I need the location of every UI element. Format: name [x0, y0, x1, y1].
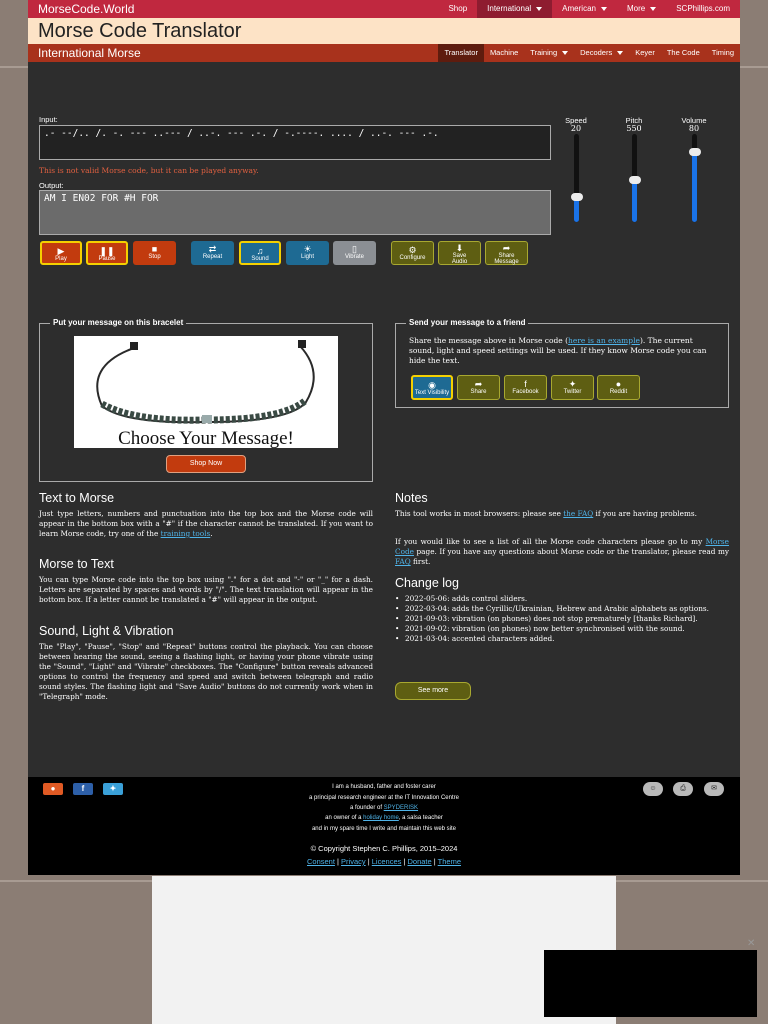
footer-link-privacy[interactable]: Privacy	[341, 857, 366, 866]
top-nav-label: SCPhillips.com	[676, 4, 730, 13]
footer-link-licences[interactable]: Licences	[371, 857, 402, 866]
reddit-share-button[interactable]	[597, 375, 640, 400]
volume-value: 80	[688, 124, 700, 133]
bracelet-caption: Choose Your Message!	[118, 428, 294, 448]
footer-link-donate[interactable]: Donate	[407, 857, 432, 866]
top-nav-label: International	[487, 4, 532, 13]
pause-icon: ❚❚	[99, 246, 115, 256]
bracelet-illustration	[74, 336, 338, 448]
footer-line-4: an owner of a holiday home, a salsa teacher	[325, 815, 443, 821]
tab-label: The Code	[666, 48, 700, 57]
share-description: Share the message above in Morse code (here is an example). The current sound, light and speed settings will be used. If they know Morse code you can hide the text.	[409, 336, 707, 365]
vibrate-icon: ▯	[352, 244, 357, 254]
footer-line-2: a principal research engineer at the IT Innovation Centre	[309, 795, 459, 801]
bracelet-panel-title: Put your message on this bracelet	[50, 318, 186, 327]
tab-the-code[interactable]	[661, 44, 706, 62]
top-nav-international[interactable]	[477, 0, 552, 18]
sound-toggle[interactable]: ♫ Sound	[239, 241, 281, 265]
changelog-item: • 2021-09-02: vibration (on phones) now better synchronised with the sound.	[395, 624, 725, 634]
play-icon: ▶	[57, 246, 65, 256]
link-separator: |	[334, 857, 342, 866]
volume-slider-fill	[692, 152, 697, 222]
tab-keyer[interactable]	[629, 44, 661, 62]
play-button[interactable]: ▶ Play	[40, 241, 82, 265]
training-tools-link[interactable]: training tools	[160, 529, 211, 538]
repeat-icon: ⇄	[208, 244, 217, 254]
page-header	[28, 18, 740, 44]
pause-button[interactable]: ❚❚ Pause	[86, 241, 128, 265]
vibrate-toggle[interactable]: ▯ Vibrate	[333, 241, 376, 265]
email-icon[interactable]: ✉	[704, 782, 724, 796]
shop-now-button[interactable]: Shop Now	[166, 455, 246, 473]
configure-button[interactable]: ⚙ Configure	[391, 241, 434, 265]
light-toggle[interactable]: ☀ Light	[286, 241, 329, 265]
footer-line-1: I am a husband, father and foster carer	[332, 784, 436, 790]
site-brand[interactable]: MorseCode.World	[38, 2, 135, 16]
download-icon: ⬇	[455, 243, 464, 253]
footer-link-consent[interactable]: Consent	[306, 857, 335, 866]
notes-para-2: If you would like to see a list of all the Morse code characters please go to my Morse Code page. If you have any questions about Morse code or the translator, please read my FAQ first.	[395, 537, 729, 566]
pitch-label: Pitch	[625, 116, 643, 125]
chat-icon[interactable]: ☺	[643, 782, 663, 796]
speed-slider-thumb[interactable]	[571, 193, 583, 201]
speed-value: 20	[570, 124, 582, 133]
tab-timing[interactable]	[706, 44, 740, 62]
input-label: Input:	[39, 115, 58, 124]
changelog-item: • 2021-03-04: accented characters added.	[395, 634, 725, 644]
speed-label: Speed	[565, 116, 587, 125]
top-nav-label: American	[562, 4, 596, 13]
facebook-icon: f	[524, 379, 527, 389]
example-link[interactable]: here is an example	[568, 336, 640, 345]
footer-line-3: a founder of SPYDERISK	[349, 805, 419, 811]
repeat-toggle[interactable]: ⇄ Repeat	[191, 241, 234, 265]
facebook-share-button[interactable]	[504, 375, 547, 400]
text-to-morse-heading: Text to Morse	[39, 491, 115, 505]
notes-para-1: This tool works in most browsers: please see the FAQ if you are having problems.	[395, 509, 697, 518]
twitter-share-button[interactable]	[551, 375, 594, 400]
share-panel	[395, 318, 729, 408]
sound-light-body: The "Play", "Pause", "Stop" and "Repeat" buttons control the playback. You can choose between hearing the sound, seeing a flashing light, or having your phone vibrate using the "Sound", "Light" and "Vibrate" checkboxes. The "Configure" button reveals advanced options to control the frequency and speed and switch between telegraph and radio sound styles. The flashing light and "Save Audio" buttons do not currently work when in "Telegraph" mode.	[39, 642, 373, 701]
tab-training[interactable]	[524, 44, 574, 62]
share-icon: ➦	[502, 243, 511, 253]
share-icon: ➦	[474, 379, 483, 389]
tab-label: Machine	[489, 48, 519, 57]
bracelet-panel	[39, 318, 373, 482]
print-icon[interactable]: ⎙	[673, 782, 693, 796]
chevron-down-icon	[536, 7, 542, 11]
share-panel-title: Send your message to a friend	[406, 318, 528, 327]
volume-slider-thumb[interactable]	[689, 148, 701, 156]
speed-slider[interactable]	[574, 134, 579, 222]
text-visibility-toggle[interactable]	[411, 375, 453, 400]
twitter-icon[interactable]: ✦	[103, 783, 123, 795]
error-message: This is not valid Morse code, but it can be played anyway.	[39, 166, 259, 175]
top-nav-links	[438, 0, 740, 18]
share-button-label: Text Visibility	[414, 390, 450, 396]
section-tabs	[438, 44, 740, 62]
tab-machine[interactable]	[484, 44, 524, 62]
share-button[interactable]	[457, 375, 500, 400]
holiday-home-link[interactable]: holiday home	[363, 815, 399, 821]
facebook-icon[interactable]: f	[73, 783, 93, 795]
bracelet-image[interactable]	[74, 336, 338, 448]
changelog-list	[395, 594, 725, 644]
spyderisk-link[interactable]: SPYDERISK	[383, 805, 419, 811]
output-label: Output:	[39, 181, 64, 190]
ad-close-icon[interactable]: ✕	[747, 938, 756, 949]
morse-to-text-body: You can type Morse code into the top box using "." for a dot and "-" or "_" for a dash. Letters are separated by spaces and words by "/". The text translation will appear in the bottom box. If a letter cannot be translated a "#" will appear in the output.	[39, 575, 373, 604]
translator-panel	[28, 62, 740, 875]
share-button-label: Facebook	[512, 389, 539, 395]
chevron-down-icon	[650, 7, 656, 11]
tab-label: Decoders	[580, 48, 613, 57]
tab-decoders[interactable]	[574, 44, 629, 62]
page-title: Morse Code Translator	[38, 20, 242, 42]
link-separator: |	[401, 857, 408, 866]
changelog-heading: Change log	[395, 576, 459, 590]
save-audio-button[interactable]: ⬇ Save Audio	[438, 241, 481, 265]
top-nav-more[interactable]	[617, 0, 666, 18]
changelog-item: • 2022-03-04: adds the Cyrillic/Ukrainian, Hebrew and Arabic alphabets as options.	[395, 604, 725, 614]
faq-link[interactable]: the FAQ	[563, 509, 594, 518]
text-output[interactable]: AM I EN02 FOR #H FOR	[39, 190, 551, 235]
section-title: International Morse	[38, 46, 141, 60]
volume-label: Volume	[681, 116, 707, 125]
morse-code-link[interactable]: Morse Code	[395, 537, 729, 556]
chevron-down-icon	[562, 51, 568, 55]
share-button-label: Reddit	[609, 389, 628, 395]
share-button-label: Twitter	[563, 389, 582, 395]
morse-to-text-heading: Morse to Text	[39, 557, 114, 571]
advertisement[interactable]	[544, 950, 757, 1017]
footer-line-5: and in my spare time I write and maintain this web site	[311, 826, 457, 832]
notes-heading: Notes	[395, 491, 428, 505]
top-nav-american[interactable]	[552, 0, 617, 18]
stop-button[interactable]: ■ Stop	[133, 241, 176, 265]
twitter-icon: ✦	[568, 379, 577, 389]
section-navbar	[28, 44, 740, 62]
top-nav-label: More	[626, 4, 646, 13]
see-more-button[interactable]: See more	[395, 682, 471, 700]
eye-icon: ◉	[428, 380, 436, 390]
stop-icon: ■	[151, 244, 158, 254]
copyright: © Copyright Stephen C. Phillips, 2015–2024	[310, 844, 458, 853]
tab-translator[interactable]	[438, 44, 483, 62]
lightbulb-icon: ☀	[303, 244, 312, 254]
footer-links	[28, 857, 740, 866]
page-footer	[28, 777, 740, 875]
faq-link-2[interactable]: FAQ	[395, 557, 411, 566]
tab-label: Timing	[711, 48, 734, 57]
gear-icon: ⚙	[408, 245, 417, 255]
top-nav-label: Shop	[448, 4, 468, 13]
share-message-button[interactable]: ➦ Share Message	[485, 241, 528, 265]
reddit-icon[interactable]: ●	[43, 783, 63, 795]
top-navbar	[28, 0, 740, 18]
tab-label: Keyer	[635, 48, 655, 57]
top-nav-shop[interactable]	[438, 0, 477, 18]
link-separator: |	[365, 857, 372, 866]
pitch-slider-fill	[632, 180, 637, 222]
chevron-down-icon	[601, 7, 607, 11]
pitch-slider-thumb[interactable]	[629, 176, 641, 184]
sound-light-heading: Sound, Light & Vibration	[39, 624, 174, 638]
top-nav-scphillips-com[interactable]	[666, 0, 740, 18]
chevron-down-icon	[617, 51, 623, 55]
footer-link-theme[interactable]: Theme	[437, 857, 462, 866]
tab-label: Translator	[444, 48, 478, 57]
pitch-value: 550	[626, 124, 642, 133]
reddit-icon: ●	[615, 379, 622, 389]
changelog-item: • 2021-09-03: vibration (on phones) does not stop prematurely [thanks Richard].	[395, 614, 725, 624]
text-to-morse-body: Just type letters, numbers and punctuation into the top box and the Morse code will appear in the bottom box with a "#" if the character cannot be translated. If you want to learn Morse code, try one of the training tools.	[39, 509, 373, 538]
share-button-label: Share	[470, 389, 487, 395]
morse-input[interactable]: .- --/.. /. -. --- ..--- / ..-. --- .-. / -.----. .... / ..-. --- .-.	[39, 125, 551, 160]
tab-label: Training	[530, 48, 558, 57]
changelog-item: • 2022-05-06: adds control sliders.	[395, 594, 725, 604]
music-note-icon: ♫	[256, 246, 264, 256]
link-separator: |	[431, 857, 438, 866]
